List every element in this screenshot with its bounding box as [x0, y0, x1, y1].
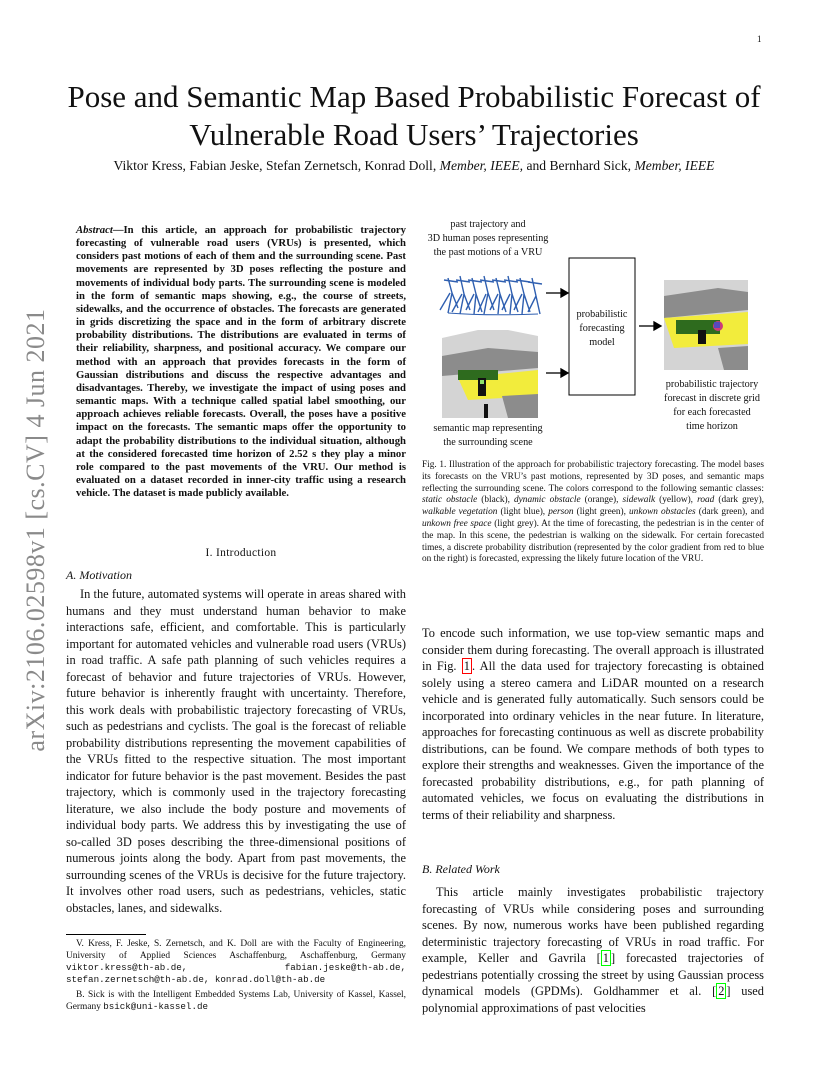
right-body-text-2: . All the data used for trajectory forecasting is obtained solely using a stereo camera and LiDAR mounted on a research vehicle and is generated fully automatically. Such sensors could be incorporated into ordinary vehicles in the near future. In literature, approaches for forecasting continuous as well as discrete probability distributions, can be found. We compare methods of both types to explore their strengths and weaknesses. Given the importance of the forecasted probability distributions, e.g., for path planning of automated vehicles, we focus on evaluating the distributions in terms of their reliability and sharpness. [422, 659, 764, 822]
caption-text-1: Fig. 1. Illustration of the approach for probabilistic trajectory forecasting. The model bases its forecasts on the VRU’s past motions, represented by 3D poses, and semantic maps reflecting the surrounding scene. The colors correspond to the following semantic classes: [422, 460, 764, 494]
figure-label-top-line-3: the past motions of a VRU [433, 247, 543, 258]
related-text-3: used polynomial approximations of past velocities [422, 984, 764, 1015]
author-names: Viktor Kress, Fabian Jeske, Stefan Zernetsch, Konrad Doll, [113, 158, 437, 173]
figure-label-right-line-4: time horizon [686, 421, 738, 432]
arrows-to-model [546, 289, 568, 377]
subsection-heading-related-work: B. Related Work [422, 862, 500, 876]
section-heading-introduction: I. Introduction [205, 547, 277, 559]
author-membership-2: Member, IEEE [634, 158, 715, 173]
paper-title: Pose and Semantic Map Based Probabilistic Forecast of Vulnerable Road Users’ Trajectories [67, 79, 761, 152]
figure-reference-link[interactable]: 1 [463, 659, 470, 673]
author-line [60, 158, 768, 174]
caption-class-dynamic-obstacle: dynamic obstacle [514, 495, 581, 506]
footnotes [66, 938, 406, 1016]
caption-text-7: (light green), [576, 507, 626, 518]
arxiv-identifier-text: arXiv:2106.02598v1 [cs.CV] 4 Jun 2021 [21, 308, 50, 752]
figure-label-bottom [418, 422, 558, 450]
caption-text-5: (dark grey), [718, 495, 765, 506]
figure-label-right-line-1: probabilistic trajectory [665, 379, 759, 390]
citation-link-1[interactable]: 1 [602, 951, 609, 965]
caption-class-static-obstacle: static obstacle [422, 495, 478, 506]
figure-label-top-line-1: past trajectory and [450, 219, 526, 230]
page-number: 1 [757, 34, 762, 44]
past-trajectory-line [448, 313, 538, 315]
citation-link-2[interactable]: 2 [718, 984, 725, 998]
figure-label-bottom-line-2: the surrounding scene [443, 437, 533, 448]
abstract-lead: Abstract [76, 224, 113, 236]
subsection-heading-motivation: A. Motivation [66, 568, 132, 582]
figure-label-right-line-3: for each forecasted [673, 407, 751, 418]
figure-1 [418, 218, 774, 453]
figure-label-right [650, 378, 774, 434]
author-membership-1: Member, IEEE, [439, 158, 524, 173]
caption-class-person: person [548, 507, 574, 518]
caption-class-walkable-vegetation: walkable vegetation [422, 507, 498, 518]
figure-caption [422, 460, 764, 566]
caption-text-8: (dark green), and [698, 507, 764, 518]
model-box-line-3: model [589, 337, 615, 348]
footnote-2-text: B. Sick is with the Intelligent Embedded Systems Lab, University of Kassel, Kassel, Germany [66, 990, 406, 1012]
introduction-body: In the future, automated systems will operate in areas shared with humans and they must understand human behavior to make interactions safe, efficient, and comfortable. This is particularly important for automated vehicles and vulnerable road users (VRUs) in road traffic. A safe path planning of such vehicles requires a forecast of behavior and future trajectories of VRUs. However, future behavior is inherently fraught with uncertainty. Therefore, this work deals with probabilistic trajectory forecasting of VRUs, such as pedestrians and cyclists. The goal is the forecast of reliable probability distributions representing the movement capabilities of the VRUs fitted to the respective situation. The most important indicator for future behavior is the past movement. Besides the past trajectory, which is commonly used in the trajectory forecasting literature, we also include the body posture and movements of individual body parts. We address this by investigating the use of so-called 3D poses describing the three-dimensional positions of numerous joints along the body. Apart from past movements, the surrounding scenes of the VRUs is decisive for the future trajectory. It involves other road users, such as pedestrians, vehicles, static obstacles, lanes, and sidewalks. [66, 587, 406, 915]
caption-class-road: road [697, 495, 715, 506]
related-text-2: forecasted trajectories of pedestrians potentially crossing the street by using Gaussian process dynamical models (GPDMs). Goldhammer et al. [422, 951, 764, 998]
abstract [76, 224, 406, 500]
footnote-2-email: bsick@uni-kassel.de [103, 1001, 208, 1012]
forecast-output-map [664, 280, 748, 370]
caption-text-2: (black), [481, 495, 510, 506]
related-text-1: This article mainly investigates probabilistic trajectory forecasting of VRUs while considering poses and surrounding scenes. By now, numerous works have been published regarding deterministic trajectory forecasting of VRUs in road traffic. For example, Keller and Gavrila [422, 885, 764, 965]
arrow-to-output [639, 322, 661, 330]
model-box-label [574, 308, 630, 350]
right-column-body [422, 625, 764, 823]
caption-class-sidewalk: sidewalk [622, 495, 656, 506]
caption-text-4: (yellow), [659, 495, 693, 506]
figure-label-top-line-2: 3D human poses representing [427, 233, 549, 244]
related-work-body: This article mainly investigates probabilistic trajectory forecasting of VRUs while considering poses and surrounding scenes. By now, numerous works have been published regarding deterministic trajectory forecasting of VRUs in road traffic. For example, Keller and Gavrila [ 1 ] forecasted trajectories of pedestrians potentially crossing the street by using Gaussian process dynamical models (GPDMs). Goldhammer et al. [ 2 ] used polynomial approximations of past velocities [422, 885, 764, 1015]
footnote-1-text: V. Kress, F. Jeske, S. Zernetsch, and K. Doll are with the Faculty of Engineering, University of Applied Sciences Aschaffenburg, Aschaffenburg, Germany [66, 939, 406, 961]
footnote-1-emails: viktor.kress@th-ab.de, fabian.jeske@th-ab.de, stefan.zernetsch@th-ab.de, konrad.doll@th-ab.de [66, 962, 406, 985]
caption-text-6: (light blue), [500, 507, 546, 518]
footnote-rule [66, 934, 146, 935]
arxiv-identifier [22, 296, 50, 764]
footnote-affiliation-1 [66, 938, 406, 986]
semantic-map-input [442, 330, 538, 418]
model-box-line-1: probabilistic [576, 309, 628, 320]
footnote-affiliation-2 [66, 989, 406, 1013]
figure-label-bottom-line-1: semantic map representing [433, 423, 543, 434]
right-body-text-1: To encode such information, we use top-view semantic maps and consider them during forecasting. The overall approach is illustrated in Fig. [422, 626, 764, 673]
pose-sequence-illustration [440, 276, 542, 314]
figure-label-right-line-2: forecast in discrete grid [664, 393, 760, 404]
caption-text-3: (orange), [584, 495, 619, 506]
caption-class-unknown-free-space: unkown free space [422, 518, 492, 529]
model-box-line-2: forecasting [579, 323, 625, 334]
author-last: and Bernhard Sick, [526, 158, 632, 173]
caption-text-9: (light grey). At the time of forecasting, the pedestrian is in the center of the map. In this scene, the pedestrian is walking on the sidewalk. For certain forecasted times, a discrete probability distribution (represented by the color gradient from red to blue on the right) is forecasted, expressing the likely future location of the VRU. [422, 518, 764, 565]
caption-class-unknown-obstacles: unkown obstacles [629, 507, 696, 518]
abstract-text: —In this article, an approach for probabilistic trajectory forecasting of vulnerable road users (VRUs) is presented, which considers past motions of each of them and the surrounding scene. Past movements are represented by 3D poses reflecting the posture and movements of individual body parts. The surrounding scene is modeled in the form of semantic maps showing, e.g., the course of streets, sidewalks, and the occurrence of obstacles. The forecasts are generated in grids discretizing the space and in the form of arbitrary discrete probability distributions. The distributions are evaluated in terms of their reliability, sharpness, and positional accuracy. We compare our method with an approach that provides forecasts in the form of Gaussian distributions and discuss the respective advantages and disadvantages. Thereby, we investigate the impact of using poses and semantic maps. With a technique called spatial label smoothing, our approach achieves reliable forecasts. Overall, the poses have a positive impact on the forecasts. The semantic maps offer the opportunity to adapt the probability distributions to the individual situation, although at the considered forecasted time horizon of 2.52 s they play a minor role compared to the past movements of the VRU. Our method is evaluated on a dataset recorded in inner-city traffic using a research vehicle. The dataset is made publicly available. [76, 224, 406, 500]
